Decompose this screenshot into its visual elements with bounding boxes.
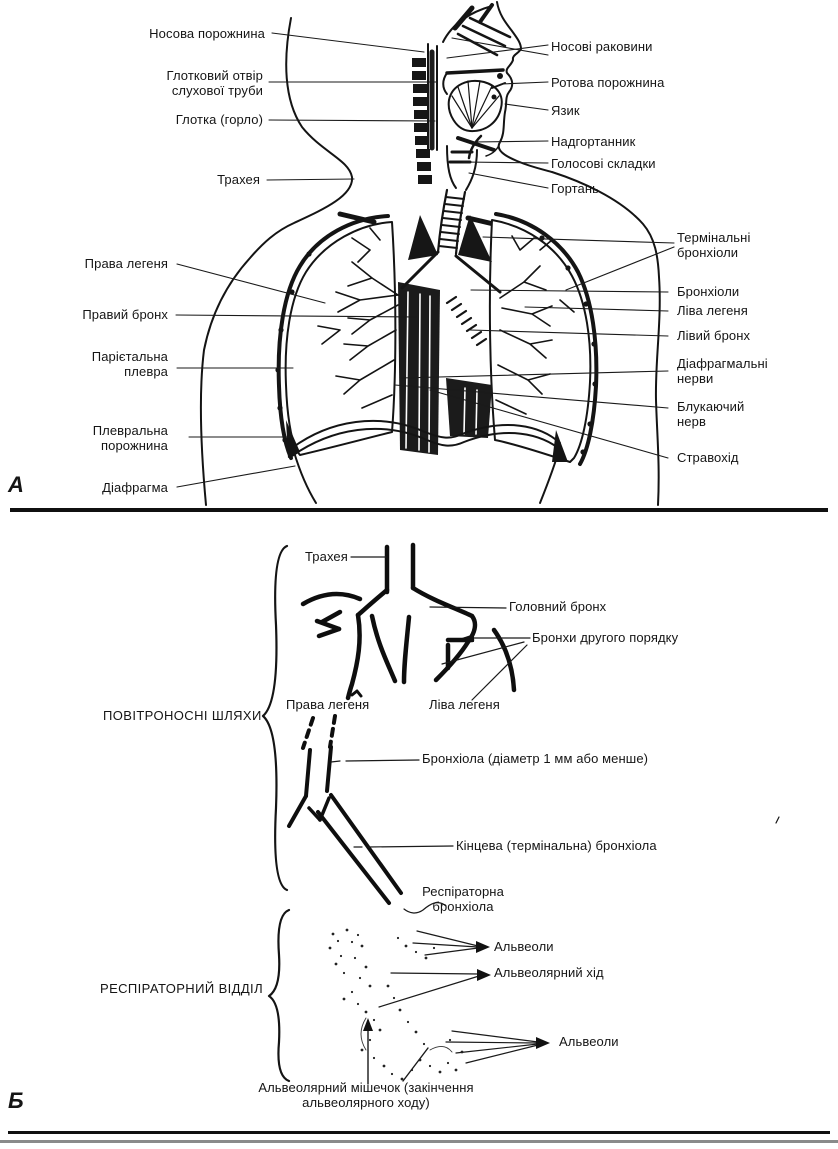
label-vagus-nerve: Блукаючий нерв xyxy=(677,399,745,430)
label-epiglottis: Надгортанник xyxy=(551,134,636,149)
label-vocal-folds: Голосові складки xyxy=(551,156,656,171)
label-oral-cavity: Ротова порожнина xyxy=(551,75,665,90)
print-speck xyxy=(776,817,779,823)
label-tongue: Язик xyxy=(551,103,580,118)
schematic-tree xyxy=(303,545,514,698)
bottom-rule-gray xyxy=(0,1140,838,1143)
leader-lines-b xyxy=(331,557,538,1084)
label-right-bronchus: Правий бронх xyxy=(82,307,168,322)
bottom-rule-black xyxy=(8,1131,830,1134)
label-pleural-cavity: Плевральна порожнина xyxy=(92,423,168,454)
label-larynx: Гортань xyxy=(551,181,600,196)
trachea-with-rings xyxy=(438,190,465,254)
alveoli-dots xyxy=(329,929,464,1081)
label-terminal-bronchiole: Кінцева (термінальна) бронхіола xyxy=(456,838,657,853)
label-main-bronchus: Головний бронх xyxy=(509,599,607,614)
label-parietal-pleura: Парієтальна плевра xyxy=(91,349,168,380)
label-respiratory-bronchiole: Респіраторна бронхіола xyxy=(422,884,504,915)
airway-schematic xyxy=(263,545,779,1084)
label-alveolar-duct: Альвеолярний хід xyxy=(494,965,604,980)
label-bronchioles: Бронхіоли xyxy=(677,284,740,299)
airways-brace xyxy=(263,546,287,890)
label-alveoli-upper: Альвеоли xyxy=(494,939,554,954)
label-phrenic-nerves: Діафрагмальні нерви xyxy=(677,356,768,387)
label-right-lung-b: Права легеня xyxy=(286,697,370,712)
left-bronchus-rings xyxy=(447,297,486,345)
label-auditory-tube-opening: Глотковий отвір слухової труби xyxy=(166,68,263,99)
label-nasal-conchae: Носові раковини xyxy=(551,39,653,54)
alveoli-sac-outlines xyxy=(361,1018,452,1052)
label-bronchiole: Бронхіола (діаметр 1 мм або менше) xyxy=(422,751,649,766)
label-left-bronchus: Лівий бронх xyxy=(677,328,751,343)
respiratory-brace xyxy=(269,910,289,1081)
panel-divider-line xyxy=(10,508,828,512)
label-trachea-a: Трахея xyxy=(217,172,260,187)
label-right-lung: Права легеня xyxy=(84,256,168,271)
thorax xyxy=(275,214,597,503)
label-left-lung: Ліва легеня xyxy=(677,303,748,318)
label-esophagus: Стравохід xyxy=(677,450,739,465)
zone-label-airways: ПОВІТРОНОСНІ ШЛЯХИ xyxy=(103,708,262,723)
label-secondary-bronchi: Бронхи другого порядку xyxy=(532,630,679,645)
panel-letter-b: Б xyxy=(8,1088,24,1113)
label-trachea-b: Трахея xyxy=(305,549,348,564)
panel-letter-a: А xyxy=(8,472,24,497)
label-left-lung-b: Ліва легеня xyxy=(429,697,500,712)
label-nasal-cavity: Носова порожнина xyxy=(149,26,265,41)
label-alveolar-sac: Альвеолярний мішечок (закінчення альвеолярного ходу) xyxy=(258,1080,474,1111)
label-terminal-bronchioles: Термінальні бронхіоли xyxy=(677,230,751,261)
label-alveoli-lower: Альвеоли xyxy=(559,1034,619,1049)
zone-label-respiratory: РЕСПІРАТОРНИЙ ВІДДІЛ xyxy=(100,981,264,996)
label-pharynx: Глотка (горло) xyxy=(175,112,263,127)
label-diaphragm: Діафрагма xyxy=(102,480,168,495)
